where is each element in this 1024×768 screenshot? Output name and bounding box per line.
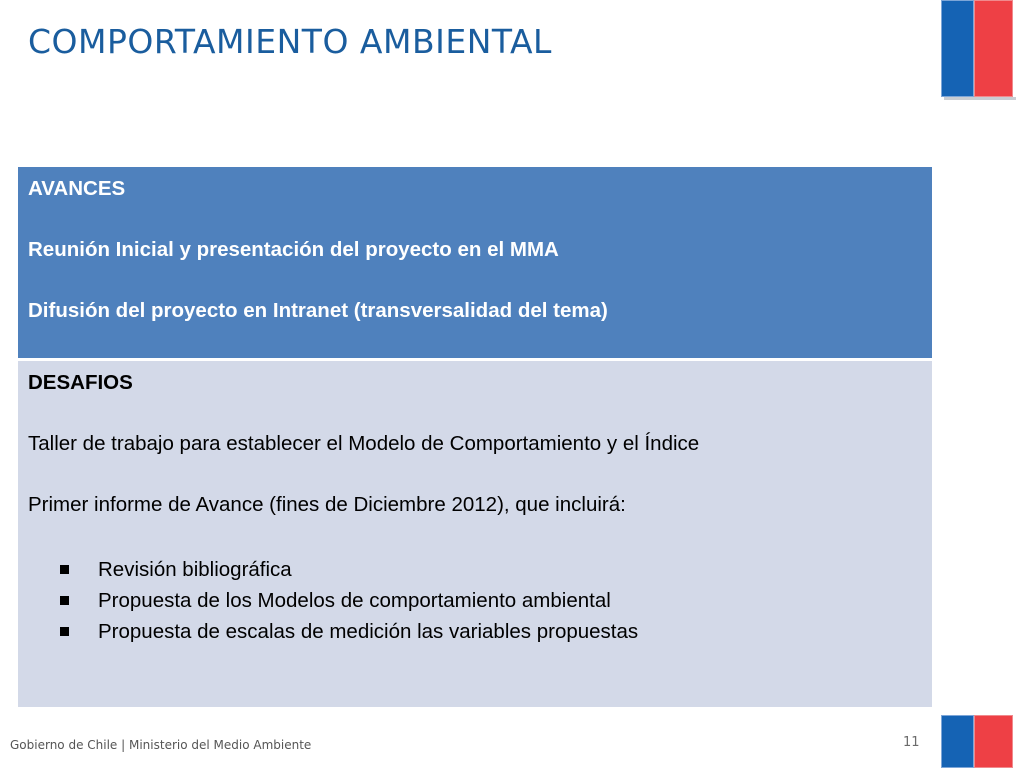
desafios-heading: DESAFIOS bbox=[28, 371, 133, 394]
footer-text: Gobierno de Chile | Ministerio del Medio Ambiente bbox=[10, 738, 312, 752]
square-bullet-icon bbox=[60, 627, 69, 636]
logo-shadow bbox=[944, 97, 1016, 100]
slide-title: COMPORTAMIENTO AMBIENTAL bbox=[28, 22, 552, 61]
government-logo-top bbox=[941, 0, 1013, 97]
desafios-item: Primer informe de Avance (fines de Diciembre 2012), que incluirá: bbox=[28, 493, 626, 516]
flag-red-block bbox=[974, 715, 1013, 768]
flag-blue-block bbox=[941, 0, 974, 97]
bullet-item bbox=[28, 616, 920, 647]
government-logo-bottom bbox=[941, 715, 1013, 768]
square-bullet-icon bbox=[60, 565, 69, 574]
bullet-text: Propuesta de los Modelos de comportamiento ambiental bbox=[98, 589, 611, 612]
avances-heading: AVANCES bbox=[28, 177, 126, 200]
desafios-item: Taller de trabajo para establecer el Modelo de Comportamiento y el Índice bbox=[28, 432, 700, 455]
bullet-item bbox=[28, 585, 920, 616]
flag-blue-block bbox=[941, 715, 974, 768]
flag-red-block bbox=[974, 0, 1013, 97]
bullet-text: Revisión bibliográfica bbox=[98, 558, 292, 581]
avances-item: Reunión Inicial y presentación del proyecto en el MMA bbox=[28, 238, 559, 261]
desafios-bullet-list bbox=[28, 554, 920, 647]
page-number: 11 bbox=[903, 735, 920, 750]
avances-item: Difusión del proyecto en Intranet (transversalidad del tema) bbox=[28, 299, 608, 322]
avances-panel bbox=[18, 167, 932, 358]
desafios-panel bbox=[18, 361, 932, 707]
bullet-item bbox=[28, 554, 920, 585]
bullet-text: Propuesta de escalas de medición las variables propuestas bbox=[98, 620, 639, 643]
square-bullet-icon bbox=[60, 596, 69, 605]
